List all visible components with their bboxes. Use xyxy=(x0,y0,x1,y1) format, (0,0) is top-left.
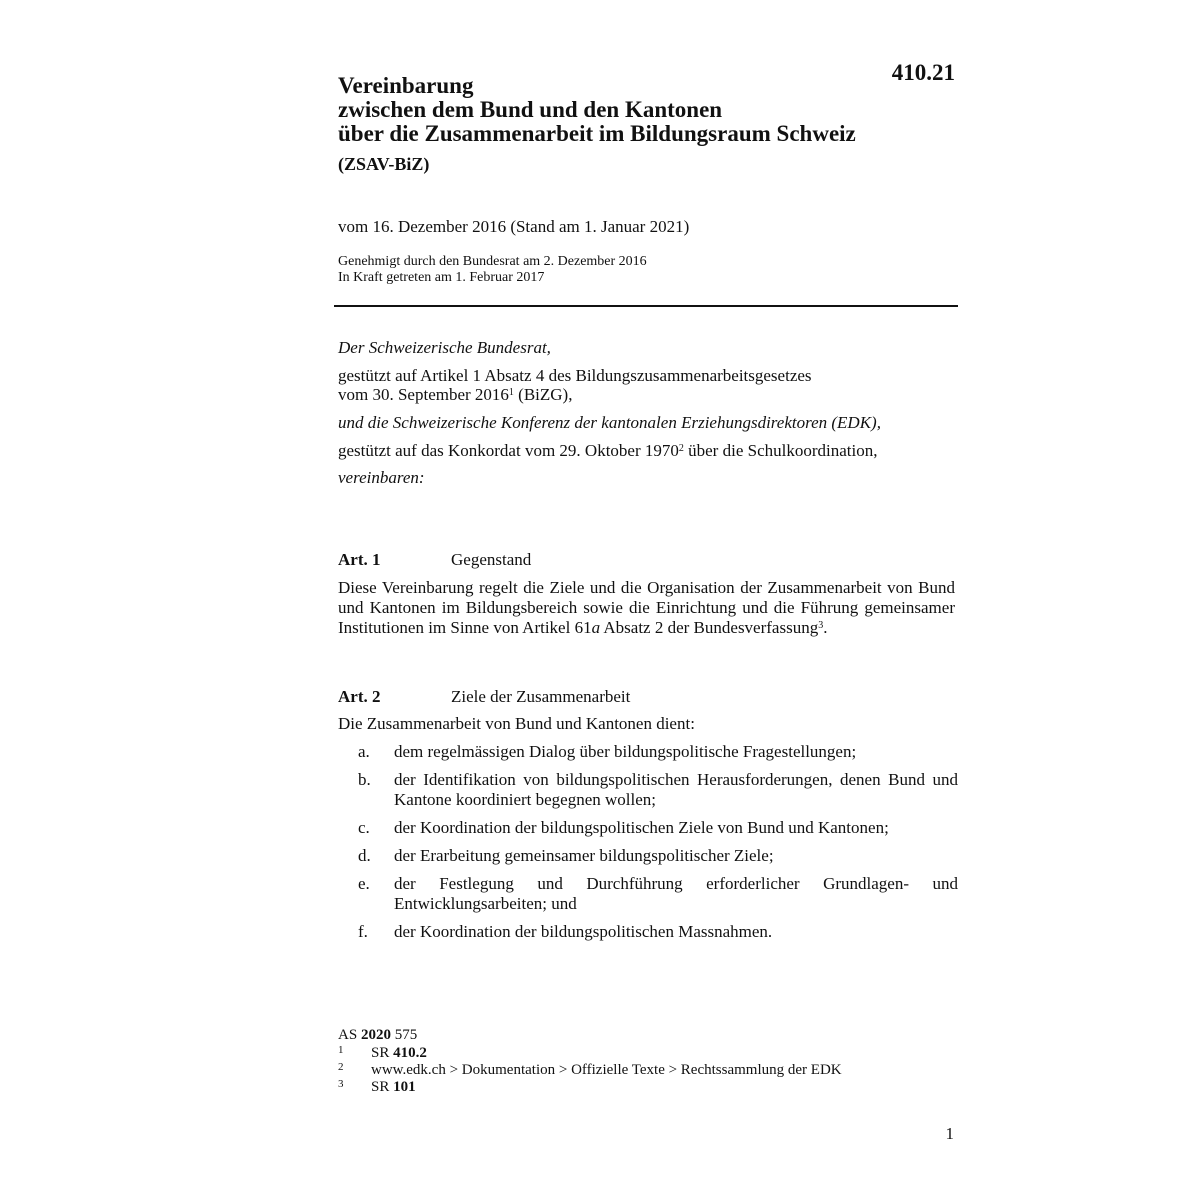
preamble-basis-2-tail: über die Schulkoordination, xyxy=(683,441,878,460)
list-text: dem regelmässigen Dialog über bildungspolitische Fragestellungen; xyxy=(394,742,857,761)
list-text: der Koordination der bildungspolitischen Massnahmen. xyxy=(394,922,773,941)
as-year: 2020 xyxy=(360,1027,391,1043)
preamble-basis-1b xyxy=(338,385,958,404)
page-number: 1 xyxy=(945,1124,954,1143)
list-letter: e. xyxy=(358,874,370,893)
approval-line: In Kraft getreten am 1. Februar 2017 xyxy=(338,270,545,285)
approval-notes xyxy=(338,254,647,286)
footnote-1 xyxy=(338,1045,958,1062)
title-line: Vereinbarung xyxy=(338,73,474,98)
preamble-basis-1a: gestützt auf Artikel 1 Absatz 4 des Bildungszusammenarbeitsgesetzes xyxy=(338,366,812,385)
list-letter: d. xyxy=(358,846,371,865)
list-item xyxy=(338,846,958,866)
list-item xyxy=(338,922,958,942)
article-2-intro: Die Zusammenarbeit von Bund und Kantonen dient: xyxy=(338,714,695,733)
document-title xyxy=(338,74,898,146)
title-line: zwischen dem Bund und den Kantonen xyxy=(338,97,723,122)
list-text: der Erarbeitung gemeinsamer bildungspolitischer Ziele; xyxy=(394,846,774,865)
footnote-ref: 410.2 xyxy=(393,1045,427,1061)
approval-line: Genehmigt durch den Bundesrat am 2. Dezember 2016 xyxy=(338,254,647,269)
preamble-basis-2-text: gestützt auf das Konkordat vom 29. Oktober 1970 xyxy=(338,441,679,460)
footnote-number: 1 xyxy=(338,1044,344,1056)
list-item xyxy=(338,818,958,838)
preamble-basis-2 xyxy=(338,441,958,460)
official-compilation-ref xyxy=(338,1027,958,1044)
date-line: vom 16. Dezember 2016 (Stand am 1. Januar 2021) xyxy=(338,217,690,236)
footnote-ref: 101 xyxy=(393,1079,416,1095)
article-1-text-end: . xyxy=(823,618,828,637)
article-title: Ziele der Zusammenarbeit xyxy=(451,687,631,706)
list-text: der Festlegung und Durchführung erforderlicher Grundlagen- und Entwicklungsarbeiten; und xyxy=(394,874,958,913)
preamble-basis-1b-tail: (BiZG), xyxy=(513,385,573,404)
preamble-party-1: Der Schweizerische Bundesrat, xyxy=(338,338,551,357)
footnote-number: 3 xyxy=(338,1078,344,1090)
list-item xyxy=(338,770,958,810)
list-letter: b. xyxy=(358,770,371,789)
article-1-body xyxy=(338,578,955,638)
footnote-text[interactable]: www.edk.ch > Dokumentation > Offizielle Texte > Rechtssammlung der EDK xyxy=(371,1062,842,1078)
article-1-text: Diese Vereinbarung regelt die Ziele und die Organisation der Zusammenarbeit von Bund und Kantonen im Bildungsbereich sowie die Einrichtung und die Führung gemeinsamer Institutionen im Sinne von Artikel 61 xyxy=(338,578,955,637)
title-abbreviation: (ZSAV-BiZ) xyxy=(338,154,430,174)
list-letter: a. xyxy=(358,742,370,761)
footnote-3 xyxy=(338,1079,958,1096)
footnote-ref-2[interactable]: 2 xyxy=(678,443,684,454)
list-text: der Koordination der bildungspolitischen Ziele von Bund und Kantonen; xyxy=(394,818,889,837)
preamble xyxy=(338,338,958,487)
preamble-party-2: und die Schweizerische Konferenz der kantonalen Erziehungsdirektoren (EDK), xyxy=(338,413,881,432)
article-1-heading xyxy=(338,550,531,570)
list-item xyxy=(338,874,958,914)
article-2-heading xyxy=(338,687,630,707)
footnote-prefix: SR xyxy=(371,1045,394,1061)
article-number: Art. 1 xyxy=(338,550,381,569)
list-letter: f. xyxy=(358,922,368,941)
footnote-ref-1[interactable]: 1 xyxy=(508,387,514,398)
article-number: Art. 2 xyxy=(338,687,381,706)
list-item xyxy=(338,742,958,762)
preamble-basis-1b-text: vom 30. September 2016 xyxy=(338,385,509,404)
header-divider xyxy=(334,305,958,307)
as-prefix: AS xyxy=(338,1027,361,1043)
footnote-2 xyxy=(338,1062,958,1079)
article-1-text-italic: a xyxy=(591,618,601,637)
article-title: Gegenstand xyxy=(451,550,532,569)
article-1-text-cont: Absatz 2 der Bundesverfassung xyxy=(600,618,819,637)
footnotes xyxy=(338,1027,958,1096)
list-text: der Identifikation von bildungspolitischen Herausforderungen, denen Bund und Kantone koordiniert begegnen wollen; xyxy=(394,770,958,809)
article-2-list xyxy=(338,742,958,950)
footnote-ref-3[interactable]: 3 xyxy=(818,620,824,631)
list-letter: c. xyxy=(358,818,370,837)
as-page: 575 xyxy=(390,1027,418,1043)
footnote-number: 2 xyxy=(338,1061,344,1073)
footnote-prefix: SR xyxy=(371,1079,394,1095)
title-line: über die Zusammenarbeit im Bildungsraum Schweiz xyxy=(338,121,856,146)
sr-number: 410.21 xyxy=(891,60,955,85)
preamble-agree: vereinbaren: xyxy=(338,468,425,487)
